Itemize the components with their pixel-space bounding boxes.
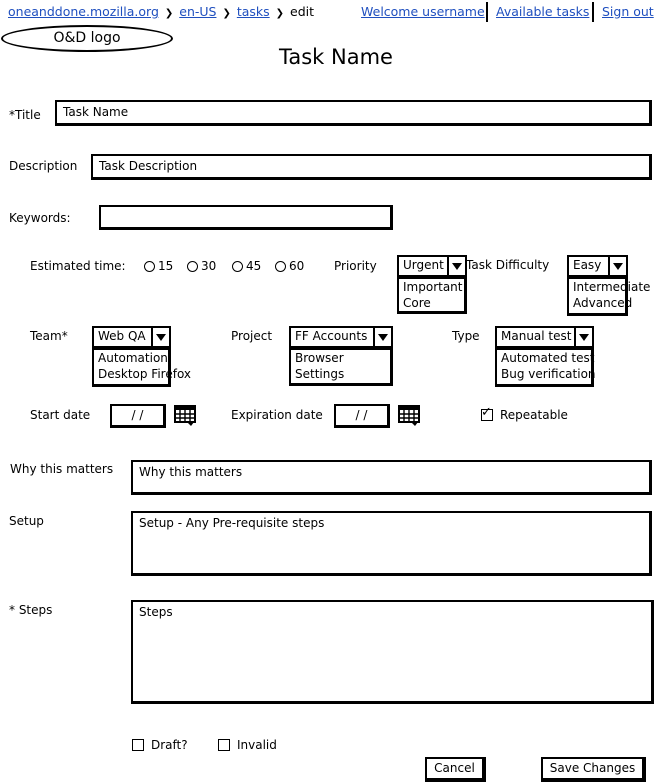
project-select[interactable] [289, 326, 393, 348]
type-selected: Manual test [501, 329, 572, 343]
invalid-checkbox[interactable] [218, 738, 277, 752]
type-select[interactable] [495, 326, 594, 348]
difficulty-selected: Easy [573, 258, 602, 272]
steps-textarea[interactable]: Steps [131, 600, 654, 704]
team-selected: Web QA [98, 329, 146, 343]
start-date-label: Start date [30, 408, 91, 422]
welcome-user-link[interactable]: Welcome username [361, 4, 485, 19]
type-label: Type [452, 329, 480, 343]
repeatable-checkbox[interactable] [481, 408, 568, 422]
expiration-date-label: Expiration date [231, 408, 323, 422]
type-option[interactable]: Bug verification [501, 367, 596, 381]
draft-label: Draft? [151, 738, 188, 752]
invalid-label: Invalid [237, 738, 277, 752]
chevron-right-icon: ❯ [222, 8, 231, 19]
difficulty-option[interactable]: Advanced [573, 296, 633, 310]
estimated-time-label: Estimated time: [30, 259, 126, 273]
estimated-time-radio-60[interactable]: 60 [275, 259, 304, 273]
nav-divider [592, 2, 594, 22]
title-label: *Title [9, 108, 41, 122]
title-input[interactable]: Task Name [55, 100, 652, 126]
chevron-down-icon[interactable] [447, 257, 465, 275]
estimated-time-radio-45[interactable]: 45 [232, 259, 261, 273]
calendar-icon[interactable] [398, 404, 420, 426]
project-option[interactable]: Browser [295, 351, 344, 365]
estimated-time-radio-30[interactable]: 30 [187, 259, 216, 273]
project-label: Project [231, 329, 273, 343]
team-label: Team* [30, 329, 68, 343]
keywords-input[interactable] [99, 205, 393, 230]
breadcrumb-current: edit [290, 4, 315, 19]
chevron-down-icon[interactable] [574, 328, 592, 346]
priority-option[interactable]: Important [403, 280, 463, 294]
team-option[interactable]: Desktop Firefox [98, 367, 192, 381]
expiration-date-input[interactable]: / / [334, 404, 390, 428]
description-input[interactable]: Task Description [91, 154, 652, 180]
available-tasks-link[interactable]: Available tasks [496, 4, 590, 19]
priority-options-list[interactable] [397, 277, 467, 314]
page-title: Task Name [279, 45, 393, 69]
priority-select[interactable] [397, 255, 467, 277]
why-textarea[interactable]: Why this matters [131, 460, 652, 495]
type-option[interactable]: Automated test [501, 351, 595, 365]
type-options-list[interactable] [495, 348, 594, 387]
team-select[interactable] [92, 326, 171, 348]
breadcrumb [8, 4, 314, 19]
keywords-label: Keywords: [9, 211, 71, 225]
repeatable-label: Repeatable [500, 408, 568, 422]
start-date-input[interactable]: / / [110, 404, 166, 428]
team-option[interactable]: Automation [98, 351, 168, 365]
difficulty-options-list[interactable] [567, 277, 651, 316]
breadcrumb-locale-link[interactable]: en-US [179, 4, 217, 19]
breadcrumb-site-link[interactable]: oneanddone.mozilla.org [8, 4, 159, 19]
chevron-right-icon: ❯ [275, 8, 285, 19]
priority-label: Priority [334, 259, 377, 273]
estimated-time-radio-15[interactable]: 15 [144, 259, 173, 273]
draft-checkbox[interactable] [132, 738, 188, 752]
check-icon[interactable] [481, 409, 493, 421]
difficulty-select[interactable] [567, 255, 628, 277]
save-changes-button[interactable]: Save Changes [541, 757, 646, 782]
chevron-down-icon[interactable] [151, 328, 169, 346]
setup-textarea[interactable]: Setup - Any Pre-requisite steps [131, 511, 652, 576]
cancel-button[interactable]: Cancel [425, 757, 486, 782]
project-option[interactable]: Settings [295, 367, 345, 381]
calendar-icon[interactable] [174, 404, 196, 426]
chevron-right-icon: ❯ [164, 8, 174, 19]
sign-out-link[interactable]: Sign out [602, 4, 654, 19]
chevron-down-icon[interactable] [373, 328, 391, 346]
team-options-list[interactable] [92, 348, 192, 387]
why-label: Why this matters [10, 462, 114, 476]
chevron-down-icon[interactable] [608, 257, 626, 275]
steps-label: * Steps [9, 603, 53, 617]
setup-label: Setup [9, 514, 44, 528]
nav-divider [486, 2, 488, 22]
project-selected: FF Accounts [295, 329, 368, 343]
difficulty-label: Task Difficulty [466, 258, 550, 272]
breadcrumb-tasks-link[interactable]: tasks [236, 4, 270, 19]
description-label: Description [9, 159, 78, 173]
project-options-list[interactable] [289, 348, 393, 386]
difficulty-option[interactable]: Intermediate [573, 280, 651, 294]
priority-option[interactable]: Core [403, 296, 431, 310]
priority-selected: Urgent [403, 258, 444, 272]
logo[interactable]: O&D logo [1, 25, 173, 52]
